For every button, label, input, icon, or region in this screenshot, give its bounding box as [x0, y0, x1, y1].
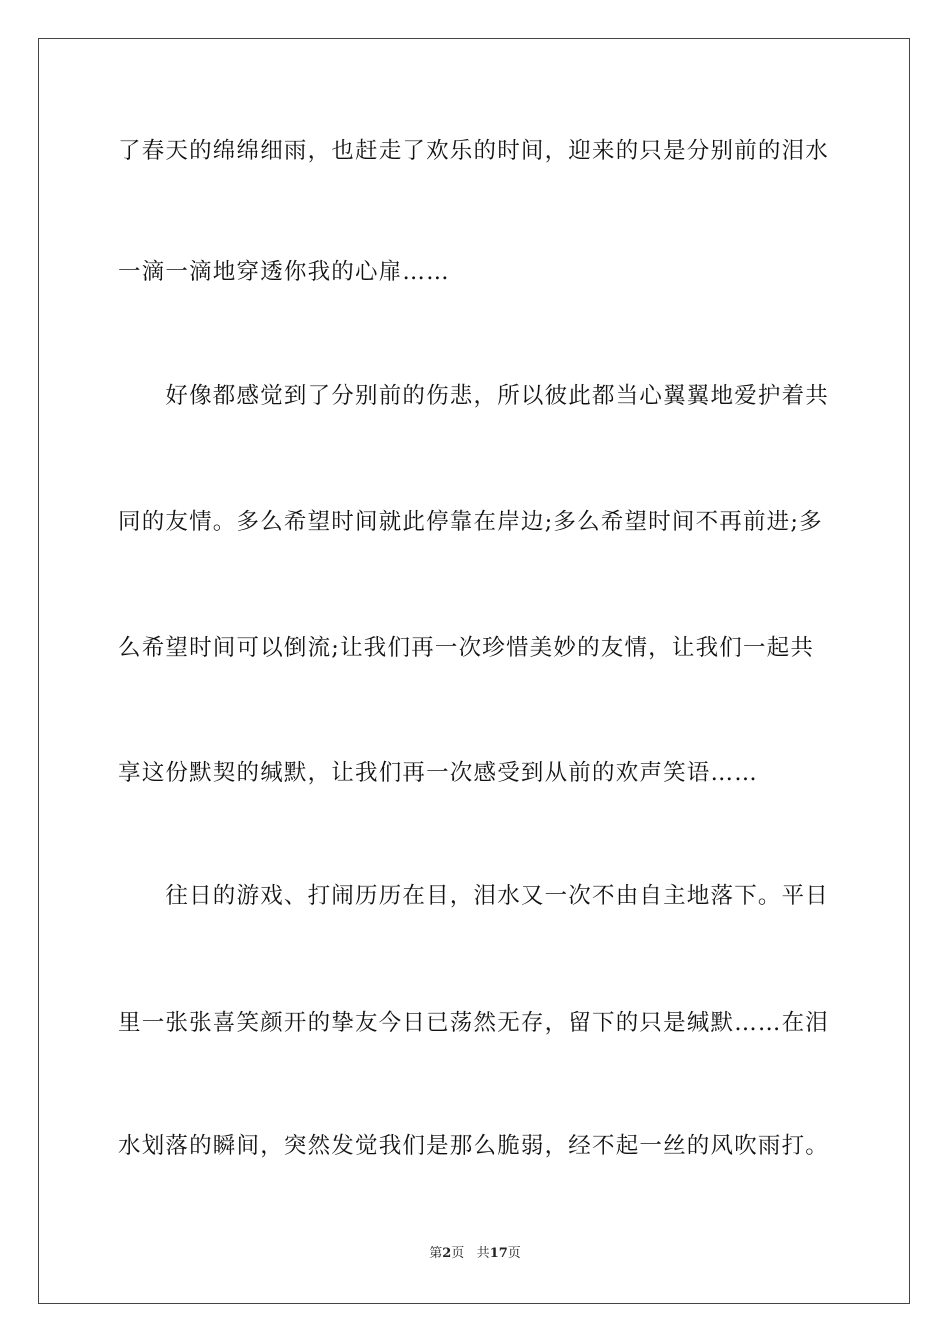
text-line-1: 了春天的绵绵细雨，也赶走了欢乐的时间，迎来的只是分别前的泪水 [118, 138, 830, 164]
text-line-5: 么希望时间可以倒流;让我们再一次珍惜美妙的友情，让我们一起共 [118, 635, 815, 661]
footer-total-suffix: 页 [507, 1246, 521, 1261]
current-page-number: 2 [442, 1246, 452, 1261]
footer-prefix: 第 [429, 1246, 443, 1261]
text-line-6: 享这份默契的缄默，让我们再一次感受到从前的欢声笑语…… [118, 760, 758, 786]
text-line-4: 同的友情。多么希望时间就此停靠在岸边;多么希望时间不再前进;多 [118, 509, 823, 535]
total-page-number: 17 [489, 1246, 508, 1261]
footer-total-prefix: 共 [476, 1246, 490, 1261]
page-border [38, 38, 910, 1304]
page-footer [0, 1245, 950, 1263]
text-line-3: 好像都感觉到了分别前的伤悲，所以彼此都当心翼翼地爱护着共 [118, 383, 830, 409]
text-line-8: 里一张张喜笑颜开的挚友今日已荡然无存，留下的只是缄默……在泪 [118, 1010, 830, 1036]
text-line-2: 一滴一滴地穿透你我的心扉…… [118, 259, 450, 285]
text-line-7: 往日的游戏、打闹历历在目，泪水又一次不由自主地落下。平日 [118, 883, 830, 909]
text-line-9: 水划落的瞬间，突然发觉我们是那么脆弱，经不起一丝的风吹雨打。 [118, 1133, 830, 1159]
footer-page-suffix: 页 [451, 1246, 465, 1261]
